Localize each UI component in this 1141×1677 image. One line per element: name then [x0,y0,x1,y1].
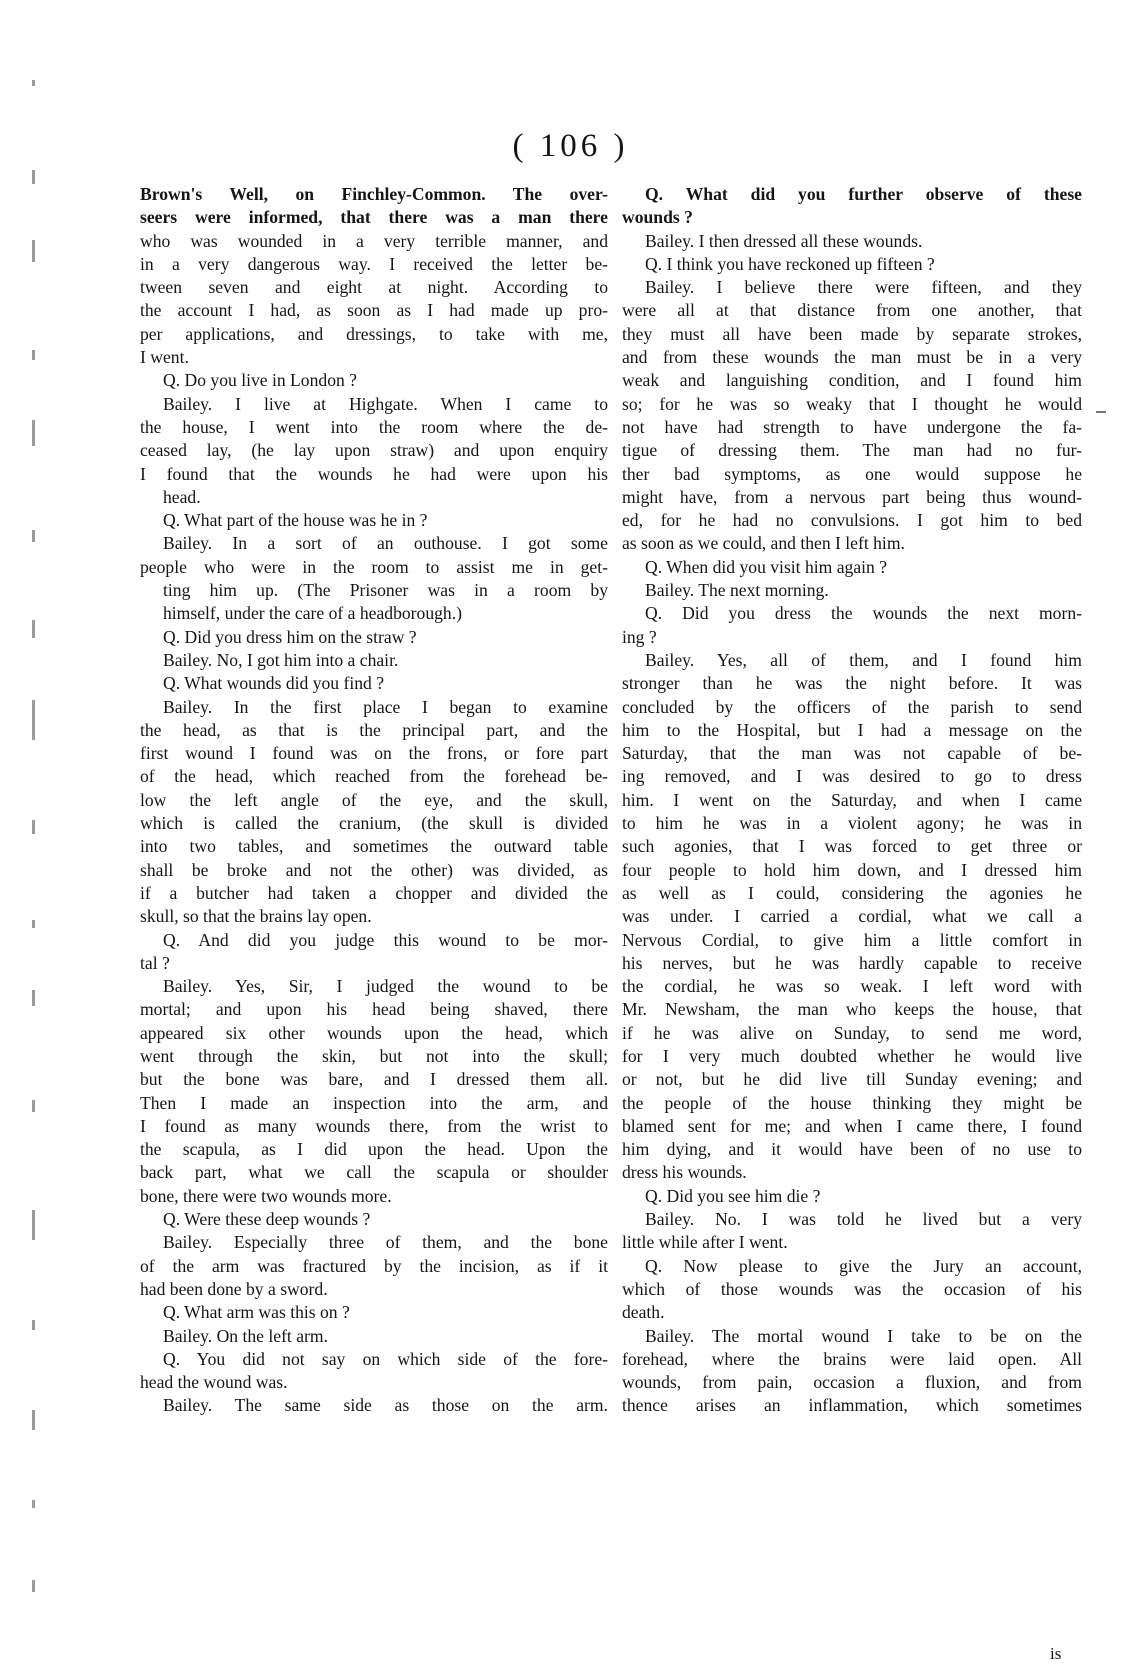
text-line: tal ? [140,952,170,973]
text-line: Q. Now please to give the Jury an account, [645,1255,1082,1276]
text-line: the cordial, he was so weak. I left word with [622,976,1082,997]
text-line: and from these wounds the man must be in a very [622,347,1082,368]
text-line: the scapula, as I did upon the head. Upon the [140,1139,608,1160]
text-line: blamed sent for me; and when I came there, I found [622,1115,1082,1136]
text-line: people who were in the room to assist me in get- [140,556,608,577]
text-line: but the bone was bare, and I dressed them all. [140,1069,608,1090]
text-line: as well as I could, considering the agonies he [622,882,1082,903]
text-line: forehead, where the brains were laid open. All [622,1348,1082,1369]
text-line: Then I made an inspection into the arm, and [140,1092,608,1113]
text-line: per applications, and dressings, to take with me, [140,323,608,344]
text-line: Q. When did you visit him again ? [645,556,888,577]
text-line: Bailey. No. I was told he lived but a very [645,1209,1082,1230]
text-line: were all at that distance from one another, that [622,300,1082,321]
text-line: weak and languishing condition, and I found him [622,370,1082,391]
text-line: dress his wounds. [622,1162,747,1183]
text-line: Bailey. I then dressed all these wounds. [645,230,923,251]
text-line: Q. What arm was this on ? [163,1302,350,1323]
text-line: first wound I found was on the frons, or fore part [140,743,608,764]
page-number: ( 106 ) [512,128,629,164]
text-line: Bailey. The mortal wound I take to be on the [645,1325,1082,1346]
text-line: Bailey. Yes, Sir, I judged the wound to be [163,976,608,997]
text-line: little while after I went. [622,1232,788,1253]
text-line: went through the skin, but not into the skull; [140,1045,608,1066]
text-line: which is called the cranium, (the skull is divided [140,813,608,834]
text-line: if he was alive on Sunday, to send me word, [622,1022,1082,1043]
text-line: Mr. Newsham, the man who keeps the house, that [622,999,1082,1020]
text-line: head the wound was. [140,1372,288,1393]
text-line: death. [622,1302,665,1323]
text-line: the account I had, as soon as I had made up pro- [140,300,608,321]
text-line: Bailey. No, I got him into a chair. [163,649,399,670]
text-line: who was wounded in a very terrible manner, and [140,230,608,251]
text-line: wounds, from pain, occasion a fluxion, and from [622,1372,1082,1393]
text-line: Bailey. Yes, all of them, and I found him [645,649,1082,670]
text-line: low the left angle of the eye, and the skull, [140,789,608,810]
text-line: his nerves, but he was hardly capable to receive [622,952,1082,973]
text-line: stronger than he was the night before. It was [622,673,1082,694]
text-line: tween seven and eight at night. According to [140,277,608,298]
text-line: if a butcher had taken a chopper and divided the [140,882,608,903]
text-line: Bailey. In the first place I began to examine [163,696,608,717]
text-line: ed, for he had no convulsions. I got him to bed [622,510,1082,531]
text-line: ing removed, and I was desired to go to dress [622,766,1082,787]
text-line: ting him up. (The Prisoner was in a room by [163,580,608,601]
text-line: of the head, which reached from the forehead be- [140,766,608,787]
text-line: so; for he was so weaky that I thought he would [622,393,1082,414]
text-line: Saturday, that the man was not capable of be- [622,743,1082,764]
text-line: shall be broke and not the other) was divided, as [140,859,608,880]
text-line: himself, under the care of a headborough.) [163,603,462,624]
text-line: Bailey. The next morning. [645,580,829,601]
text-line: ther bad symptoms, as one would suppose he [622,463,1082,484]
text-line: in a very dangerous way. I received the letter be- [140,253,608,274]
text-line: Nervous Cordial, to give him a little comfort in [622,929,1082,950]
text-line: Q. And did you judge this wound to be mor- [163,929,608,950]
text-line: Q. You did not say on which side of the fore- [163,1348,608,1369]
text-line: I found that the wounds he had were upon his [140,463,608,484]
text-line: four people to hold him down, and I dressed him [622,859,1082,880]
text-line: might have, from a nervous part being thus wound- [622,486,1082,507]
scan-margin-noise [18,60,48,1640]
text-line: I found as many wounds there, from the wrist to [140,1115,608,1136]
text-line: I went. [140,347,189,368]
text-line: thence arises an inflammation, which sometimes [622,1395,1082,1416]
text-line: Q. Did you dress the wounds the next morn- [645,603,1082,624]
text-line: Bailey. In a sort of an outhouse. I got some [163,533,608,554]
text-line: they must all have been made by separate strokes, [622,323,1082,344]
text-line: such agonies, that I was forced to get three or [622,836,1082,857]
text-line: back part, what we call the scapula or shoulder [140,1162,608,1183]
text-line: Q. I think you have reckoned up fifteen ? [645,253,935,274]
text-line: Q. Did you dress him on the straw ? [163,626,417,647]
text-line: Q. What part of the house was he in ? [163,510,428,531]
text-line: skull, so that the brains lay open. [140,906,372,927]
text-line: him. I went on the Saturday, and when I came [622,789,1082,810]
text-line: Bailey. On the left arm. [163,1325,328,1346]
text-line: not have had strength to have undergone the fa- [622,416,1082,437]
text-line: was under. I carried a cordial, what we call a [622,906,1082,927]
left-column [140,183,608,1418]
text-line: of the arm was fractured by the incision, as if it [140,1255,608,1276]
text-line: the people of the house thinking they might be [622,1092,1082,1113]
text-line: Q. What did you further observe of these [645,184,1082,204]
text-line: Bailey. I live at Highgate. When I came to [163,393,608,414]
text-line: ceased lay, (he lay upon straw) and upon enquiry [140,440,608,461]
text-line: mortal; and upon his head being shaved, there [140,999,608,1020]
right-column [622,183,1082,1418]
catchword: is [1050,1644,1062,1663]
text-line: Bailey. Especially three of them, and the bone [163,1232,608,1253]
text-line: Q. Did you see him die ? [645,1185,821,1206]
text-line: seers were informed, that there was a man there [140,207,608,228]
text-line: concluded by the officers of the parish to send [622,696,1082,717]
text-line: which of those wounds was the occasion of his [622,1278,1082,1299]
text-line: Bailey. The same side as those on the arm. [163,1395,608,1416]
margin-mark [1096,411,1106,413]
text-line: as soon as we could, and then I left him. [622,533,905,554]
text-line: bone, there were two wounds more. [140,1185,392,1206]
text-line: for I very much doubted whether he would live [622,1045,1082,1066]
text-line: Q. What wounds did you find ? [163,673,385,694]
text-line: appeared six other wounds upon the head, which [140,1022,608,1043]
text-line: him dying, and it would have been of no use to [622,1139,1082,1160]
text-line: Bailey. I believe there were fifteen, and they [645,277,1082,298]
text-line: tigue of dressing them. The man had no fur- [622,440,1082,461]
text-line: Q. Were these deep wounds ? [163,1209,371,1230]
text-line: ing ? [622,626,657,647]
text-line: Q. Do you live in London ? [163,370,357,391]
text-line: him to the Hospital, but I had a message on the [622,719,1082,740]
text-line: the head, as that is the principal part, and the [140,719,608,740]
text-line: the house, I went into the room where the de- [140,416,608,437]
text-line: or not, but he did live till Sunday evening; and [622,1069,1082,1090]
text-line: head. [163,486,201,507]
text-line: had been done by a sword. [140,1278,328,1299]
text-line: to him he was in a violent agony; he was in [622,813,1082,834]
text-line: Brown's Well, on Finchley-Common. The over- [140,184,608,204]
text-line: into two tables, and sometimes the outward table [140,836,608,857]
text-line: wounds ? [622,207,693,228]
